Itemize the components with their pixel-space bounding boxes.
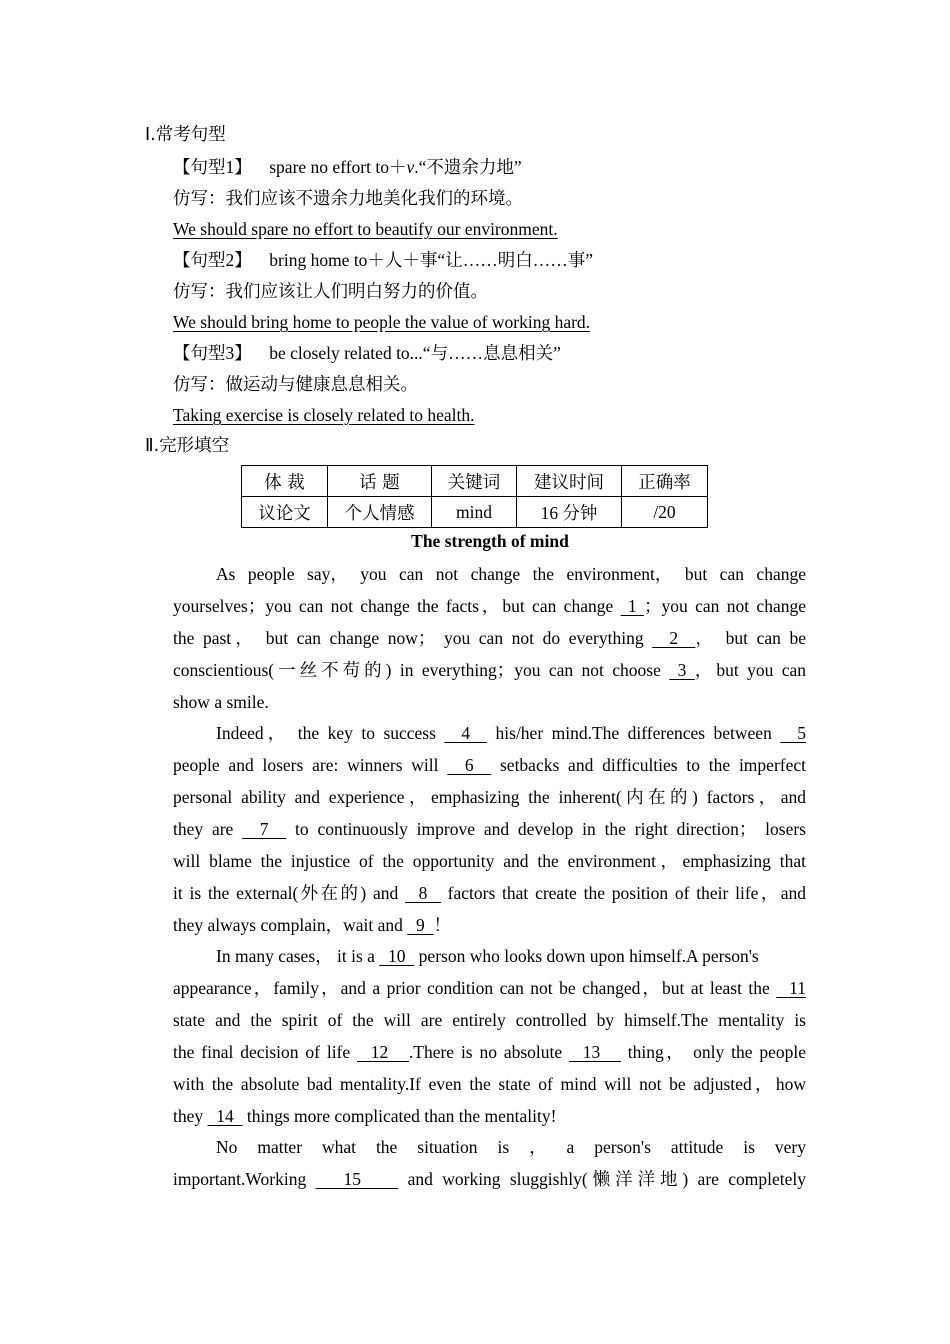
passage-word: can — [399, 564, 424, 584]
passage-line: state and the spirit of the will are entirely controlled by himself.The mentality is — [173, 1010, 806, 1030]
passage-word: you — [360, 564, 387, 584]
pattern-3 — [173, 342, 561, 365]
blank-13: 13 — [569, 1042, 621, 1062]
passage-word: very — [774, 1137, 806, 1157]
pattern-1-tag: 【句型 — [173, 158, 226, 178]
passage-line: personal ability and experience，emphasizing the inherent(内在的) factors，and — [173, 787, 806, 807]
passage-line: show a smile. — [173, 692, 269, 712]
passage-text: yourselves；you can not change the facts，but can change — [173, 596, 621, 616]
passage-word: is — [743, 1137, 755, 1157]
passage-word: but — [684, 564, 708, 584]
pattern-3-num: 3 — [225, 343, 235, 363]
passage-word: can — [719, 564, 744, 584]
passage-line — [216, 722, 806, 744]
passage-line — [173, 914, 451, 936]
passage-text: ， but can be — [695, 628, 807, 648]
passage-text: .There is no absolute — [408, 1042, 570, 1062]
pattern-1-imitate-cn: 我们应该不遗余力地美化我们的环境。 — [225, 188, 523, 208]
passage-line — [173, 595, 806, 617]
passage-text: and working sluggishly(懒洋洋地) are completely — [398, 1169, 806, 1189]
passage-word: As — [216, 564, 236, 584]
passage-text: the final decision of life — [173, 1042, 358, 1062]
table-cell: /20 — [622, 497, 708, 528]
passage-line — [216, 945, 759, 967]
passage-text: his/her mind.The differences between — [487, 723, 781, 743]
pattern-1-v: v — [406, 157, 415, 177]
blank-7: 7 — [242, 819, 287, 839]
pattern-2-tag-end: 】 — [234, 251, 252, 271]
passage-line — [173, 818, 806, 840]
cloze-info-table — [241, 465, 708, 528]
passage-text: conscientious(一丝不苟的) in everything；you can not choose — [173, 660, 670, 680]
pattern-1-num: 1 — [225, 157, 235, 177]
table-header-cell: 关键词 — [432, 466, 517, 497]
passage-word: change — [470, 564, 521, 584]
passage-text: factors that create the position of their life，and — [440, 883, 807, 903]
pattern-3-text: be closely related to...“与……息息相关” — [269, 343, 561, 363]
imitate-label: 仿写： — [173, 375, 226, 395]
passage-word: the — [532, 564, 554, 584]
table-cell: mind — [432, 497, 517, 528]
blank-5: 5 — [780, 723, 807, 743]
passage-text: person who looks down upon himself.A person's — [414, 946, 759, 966]
passage-word: person's — [594, 1137, 651, 1157]
passage-text: important.Working — [173, 1169, 316, 1189]
passage-text: ！ — [433, 915, 451, 935]
blank-6: 6 — [447, 755, 492, 775]
pattern-3-tag: 【句型 — [173, 344, 226, 364]
passage-word: say， — [307, 564, 348, 584]
passage-text: thing， only the people — [620, 1042, 806, 1062]
passage-word: No — [216, 1137, 238, 1157]
passage-line — [173, 659, 806, 681]
pattern-1-meaning: .“不遗余力地” — [414, 157, 522, 177]
passage-word: change — [756, 564, 806, 584]
passage-line: will blame the injustice of the opportunity and the environment，emphasizing that — [173, 851, 806, 871]
blank-15: 15 — [315, 1169, 399, 1189]
passage-word: a — [566, 1137, 575, 1157]
table-header-cell: 体 裁 — [242, 466, 328, 497]
pattern-2-num: 2 — [225, 250, 235, 270]
table-cell: 16 分钟 — [517, 497, 622, 528]
passage-word: what — [321, 1137, 356, 1157]
table-cell: 议论文 — [242, 497, 328, 528]
passage-title: The strength of mind — [411, 531, 569, 551]
table-cell: 个人情感 — [328, 497, 432, 528]
passage-text: things more complicated than the mentality! — [242, 1106, 557, 1126]
passage-text: they are — [173, 819, 243, 839]
passage-line — [173, 754, 806, 776]
passage-text: to continuously improve and develop in the right direction； losers — [286, 819, 806, 839]
passage-word: ， — [529, 1137, 547, 1157]
passage-word: situation — [417, 1137, 478, 1157]
pattern-2-answer: We should bring home to people the value of working hard. — [173, 312, 591, 332]
passage-line — [173, 977, 806, 999]
blank-2: 2 — [652, 628, 696, 648]
pattern-1-answer: We should spare no effort to beautify our environment. — [173, 219, 558, 239]
passage-line — [173, 627, 806, 649]
pattern-1-text: spare no effort to＋ — [269, 157, 407, 177]
passage-line — [216, 1136, 806, 1158]
passage-text: ，but you can — [694, 660, 807, 680]
blank-12: 12 — [357, 1042, 409, 1062]
pattern-2 — [173, 249, 593, 272]
passage-text: ；you can not change — [644, 596, 806, 616]
pattern-3-tag-end: 】 — [234, 344, 252, 364]
blank-11: 11 — [776, 978, 806, 998]
pattern-2-text: bring home to＋人＋事“让……明白……事” — [269, 250, 593, 270]
table-row — [242, 497, 708, 528]
pattern-1 — [173, 156, 522, 179]
table-header-row — [242, 466, 708, 497]
passage-text: they — [173, 1106, 208, 1126]
pattern-3-imitate-cn: 做运动与健康息息相关。 — [225, 374, 418, 394]
passage-text: Indeed， the key to success — [216, 723, 445, 743]
passage-text: setbacks and difficulties to the imperfect — [491, 755, 806, 775]
pattern-1-imitate — [173, 187, 523, 210]
passage-word: environment， — [566, 564, 673, 584]
section-1-heading: Ⅰ.常考句型 — [145, 125, 226, 145]
table-header-cell: 正确率 — [622, 466, 708, 497]
passage-text: it is the external(外在的) and — [173, 883, 406, 903]
passage-line — [173, 1041, 806, 1063]
pattern-2-tag: 【句型 — [173, 251, 226, 271]
passage-text: the past， but can change now； you can not do everything — [173, 628, 653, 648]
passage-word: people — [247, 564, 295, 584]
section-2-heading: Ⅱ.完形填空 — [145, 436, 230, 456]
blank-14: 14 — [207, 1106, 243, 1126]
blank-3: 3 — [669, 660, 695, 680]
pattern-2-imitate-cn: 我们应该让人们明白努力的价值。 — [225, 281, 488, 301]
passage-text: In many cases， it is a — [216, 946, 380, 966]
imitate-label: 仿写： — [173, 282, 226, 302]
passage-word: attitude — [670, 1137, 724, 1157]
passage-line: with the absolute bad mentality.If even the state of mind will not be adjusted，how — [173, 1074, 806, 1094]
passage-line-1 — [216, 563, 806, 585]
passage-line — [173, 1105, 556, 1127]
passage-word: is — [497, 1137, 510, 1157]
pattern-3-imitate — [173, 373, 418, 396]
passage-word: matter — [257, 1137, 303, 1157]
imitate-label: 仿写： — [173, 189, 226, 209]
passage-line — [173, 882, 806, 904]
pattern-1-tag-end: 】 — [234, 158, 252, 178]
pattern-3-answer: Taking exercise is closely related to health. — [173, 405, 475, 425]
passage-word: not — [435, 564, 459, 584]
table-header-cell: 建议时间 — [517, 466, 622, 497]
blank-4: 4 — [444, 723, 488, 743]
passage-text: they always complain，wait and — [173, 915, 408, 935]
table-header-cell: 话 题 — [328, 466, 432, 497]
passage-line — [173, 1168, 806, 1190]
blank-8: 8 — [405, 883, 441, 903]
passage-text: people and losers are: winners will — [173, 755, 448, 775]
blank-10: 10 — [379, 946, 415, 966]
blank-9: 9 — [407, 915, 434, 935]
passage-text: appearance，family，and a prior condition can not be changed，but at least the — [173, 978, 777, 998]
blank-1: 1 — [620, 596, 645, 616]
passage-word: the — [375, 1137, 398, 1157]
pattern-2-imitate — [173, 280, 488, 303]
